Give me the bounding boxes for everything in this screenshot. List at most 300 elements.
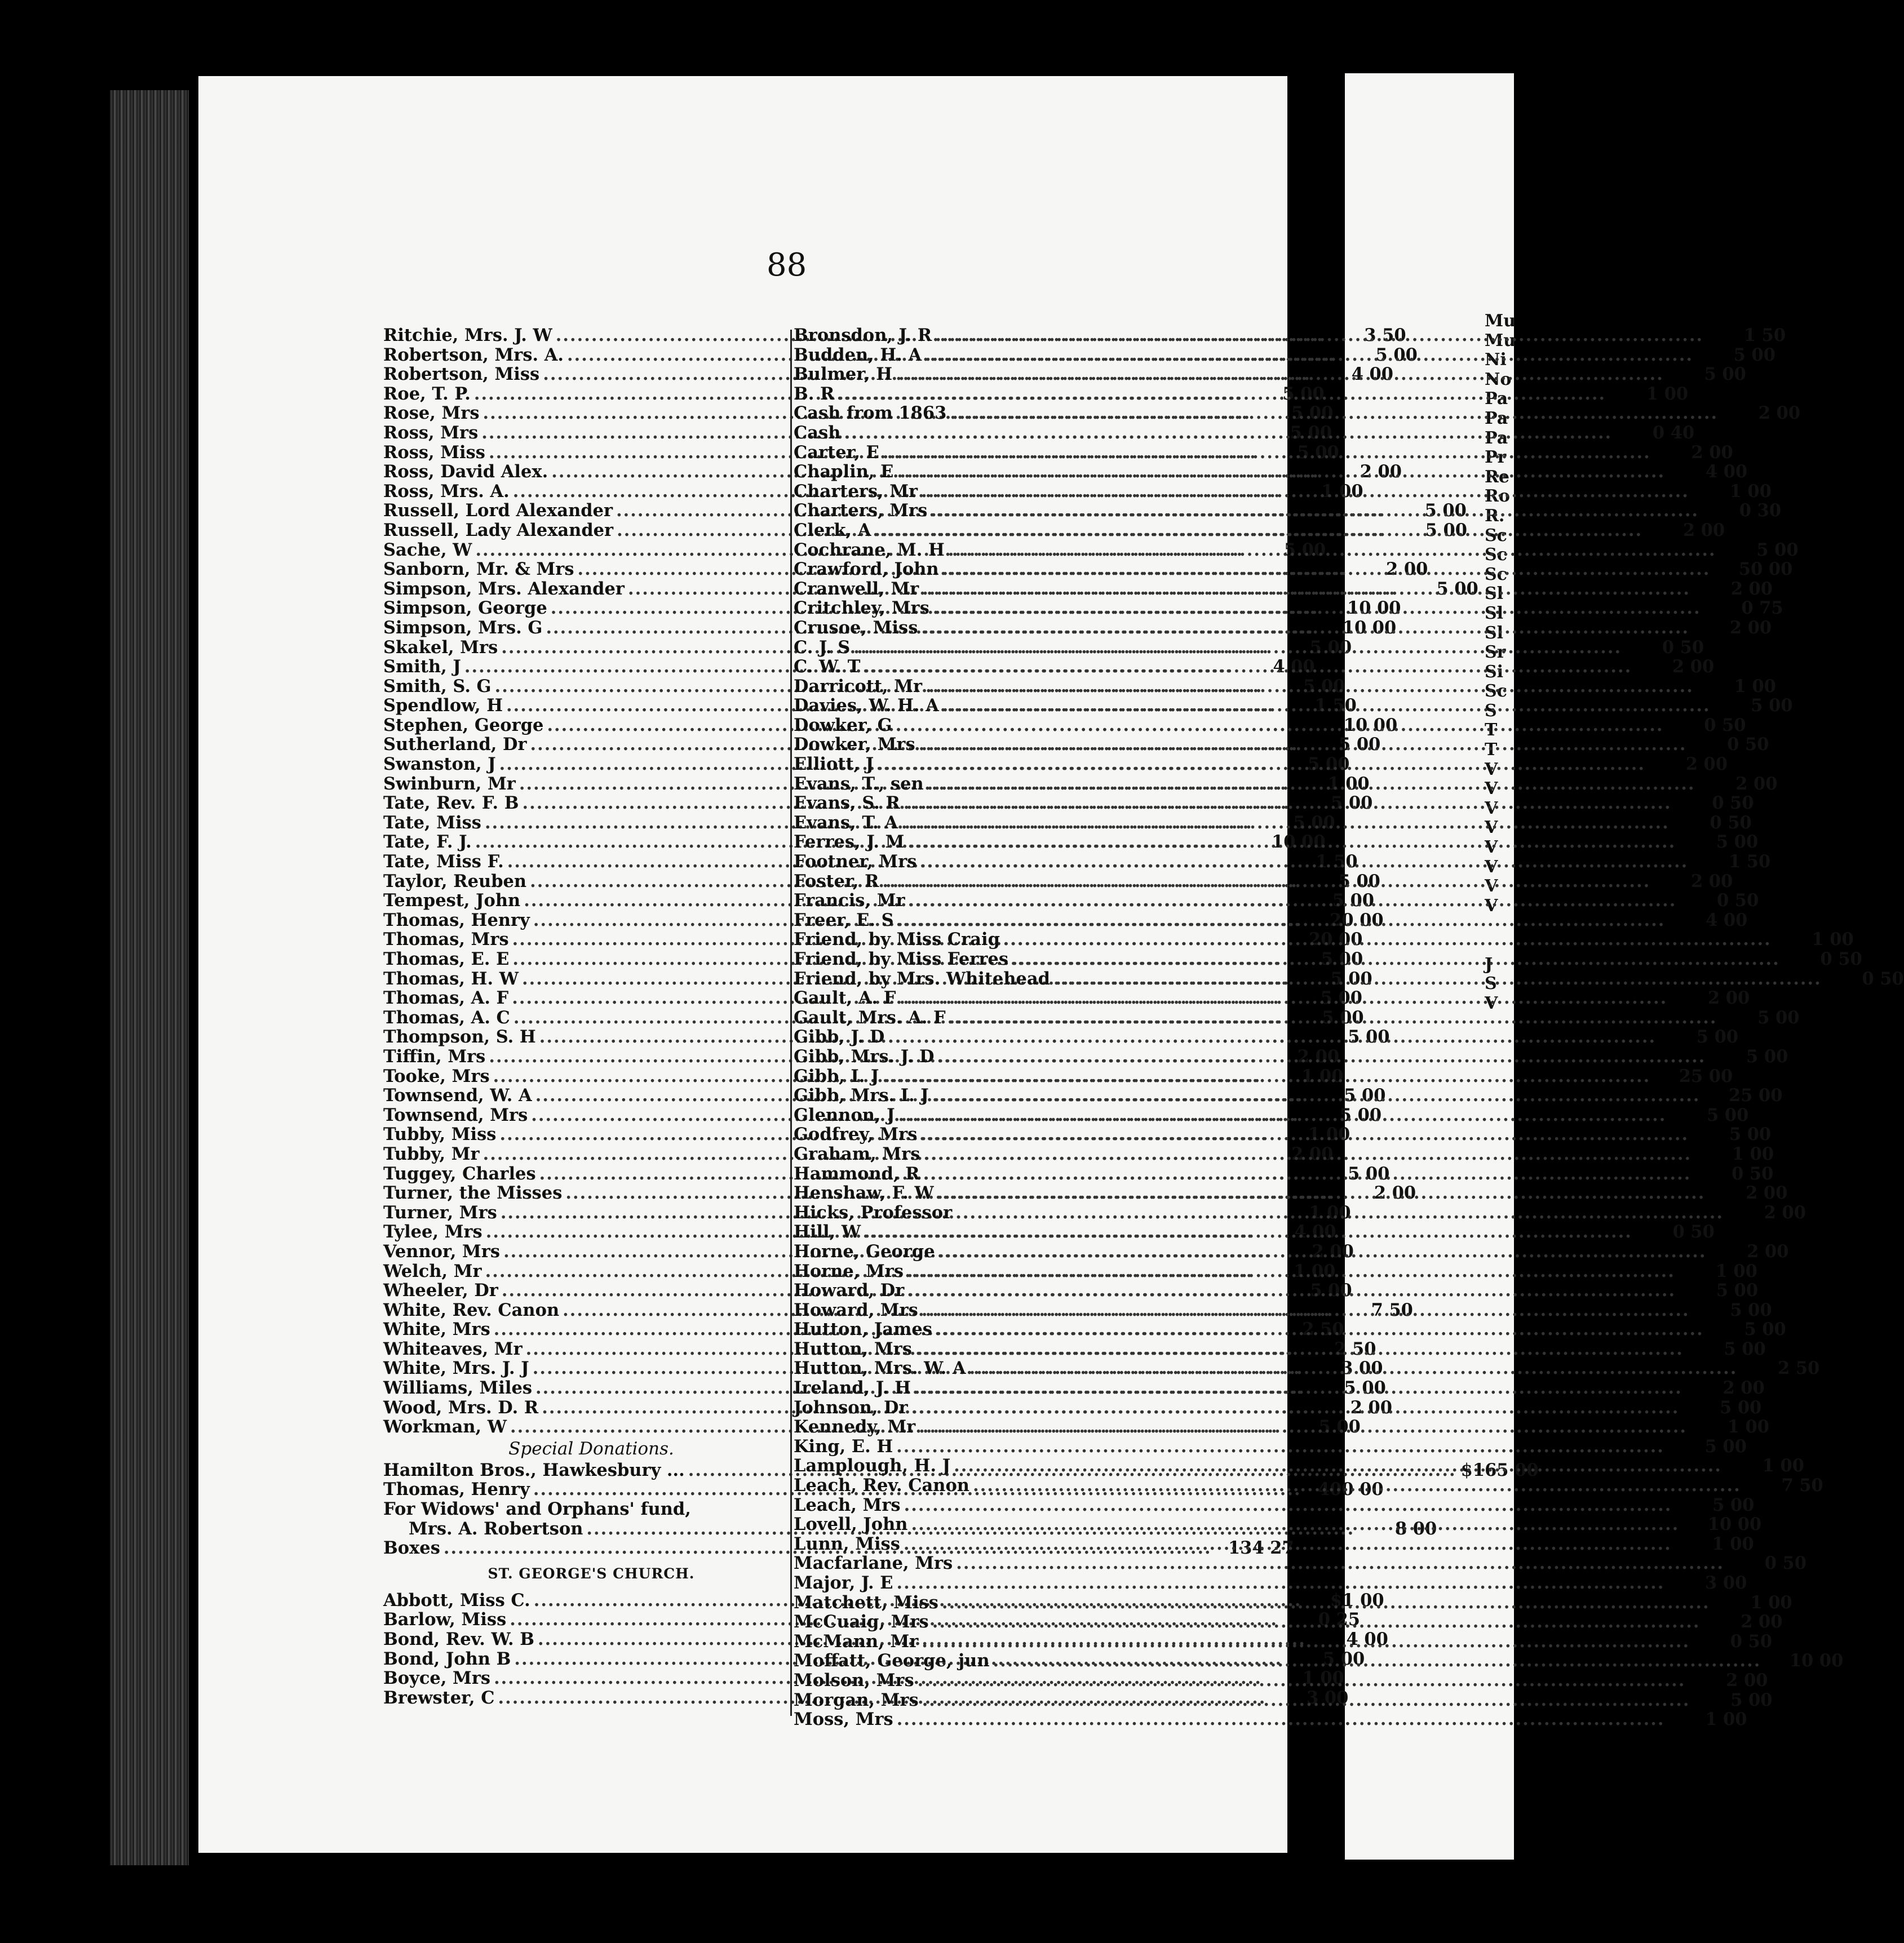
leader-dots [923,1144,1692,1164]
leader-dots [874,520,1642,540]
donor-name: Boxes [383,1538,440,1559]
donor-name: Wheeler, Dr [383,1280,498,1301]
donor-name: Lovell, John [794,1514,908,1535]
donor-name: Roe, T. P. [383,383,471,404]
leader-dots [921,481,1689,502]
donation-amount: 1 00 [1712,1533,1754,1554]
donation-amount: 2 00 [1730,578,1773,599]
donor-name: Critchley, Mrs [794,598,929,619]
leader-dots [864,656,1632,677]
donor-name: Tooke, Mrs [383,1066,490,1086]
leader-dots [969,1358,1738,1378]
donor-name: Macfarlane, Mrs [794,1553,953,1574]
donor-name: Smith, J [383,656,461,677]
adjacent-letter: V [1485,993,1498,1013]
donor-name: Carter, E [794,442,879,463]
donation-amount: 1 50 [1728,851,1771,872]
donor-row [794,1494,1755,1515]
leader-dots [920,1124,1689,1144]
donor-name: Ferres, J. M [794,832,905,853]
donation-amount: 0 50 [1710,812,1752,833]
donor-name: Cash from 1863 [794,403,947,424]
donation-amount: 2 00 [1350,1397,1392,1418]
donation-amount: 10 00 [1342,617,1397,638]
donor-name: Thomas, E. E [383,949,510,969]
donation-amount: 2 00 [1690,871,1733,891]
donor-name: Budden, H. A [794,344,922,365]
donation-amount: 2 00 [1758,403,1801,424]
donation-amount: 5 00 [1344,1085,1386,1106]
donor-row [794,1261,1757,1281]
adjacent-letter: Pa [1485,389,1508,409]
donation-amount: 5 00 [1293,812,1335,833]
donor-name: Barlow, Miss [383,1609,507,1630]
donor-name: Bond, John B [383,1648,511,1669]
leader-dots [935,325,1703,345]
donation-amount: 2 00 [1764,1202,1806,1223]
leader-dots [882,1066,1650,1086]
leader-dots [864,1222,1632,1242]
donation-amount: 5 00 [1751,695,1793,716]
donation-amount: 5 00 [1712,1494,1755,1515]
leader-dots [915,1339,1684,1359]
donation-amount: 2 00 [1707,988,1750,1009]
leader-dots [882,871,1650,891]
donor-name: Swanston, J [383,754,496,775]
leader-dots [932,1612,1701,1632]
donor-name: Johnson, Dr [794,1397,908,1418]
donor-name: Tate, F. J. [383,832,472,853]
donation-amount: 1 00 [1732,1143,1774,1164]
donor-name: Bronsdon, J. R [794,325,932,345]
donor-name: Friend, by Miss Ferres [794,949,1008,969]
adjacent-letter: S [1485,700,1497,721]
donor-name: Hicks, Professor [794,1202,953,1223]
donation-amount: 4 00 [1273,656,1315,677]
donor-name: Skakel, Mrs [383,637,498,658]
donor-name: Ross, Mrs. A. [383,481,510,502]
donation-amount: 0 25 [1318,1609,1361,1630]
donation-amount: 5 00 [1707,1104,1749,1125]
donor-name: Hamilton Bros., Hawkesbury ... [383,1460,685,1480]
donor-row [794,1007,1800,1028]
adjacent-letter: V [1485,857,1498,877]
donor-name: Francis, Mr [794,890,905,911]
adjacent-letter: Sl [1485,603,1504,623]
leader-dots [922,579,1690,599]
leader-dots [949,1008,1717,1028]
donation-amount: 0 50 [1862,968,1904,989]
donor-name: Ritchie, Mrs. J. W [383,325,552,345]
donation-amount: 5 00 [1348,1027,1390,1048]
donor-name: Kennedy, Mr [794,1417,916,1438]
donor-name: C. J. S [794,637,851,658]
donor-name: Turner, the Misses [383,1183,563,1204]
donor-name: Bulmer, H [794,364,893,385]
donation-amount: 10 00 [1272,832,1326,853]
donor-name: Tate, Rev. F. B [383,793,519,814]
donor-row [383,1499,799,1519]
donation-amount: 2 00 [1729,617,1772,638]
donation-amount: 2 00 [1312,1241,1354,1262]
donor-name: Ireland, J. H [794,1378,911,1399]
adjacent-letter: Sl [1485,623,1504,643]
donation-amount: 5 00 [1322,1007,1364,1028]
leader-dots [899,988,1667,1008]
leader-dots [933,598,1701,618]
donation-amount: 5 00 [1733,344,1775,365]
book-spine [110,90,189,1865]
donation-amount: 0 50 [1730,1631,1773,1652]
leader-dots [897,1573,1665,1593]
donor-name: Darricott, Mr [794,676,923,697]
donation-amount: 1 00 [1812,929,1854,950]
donation-amount: 0 50 [1820,949,1862,969]
donation-amount: 5 00 [1716,832,1759,853]
adjacent-letter: Sc [1485,564,1507,584]
donor-name: Freer, E. S [794,910,894,930]
donor-name: Spendlow, H [383,695,503,716]
donor-name: Gault, A. F [794,988,896,1009]
adjacent-letter: V [1485,837,1498,858]
adjacent-letter: V [1485,759,1498,779]
leader-dots [911,1398,1680,1418]
adjacent-letter: Sc [1485,525,1507,545]
donation-amount: 1 00 [1750,1592,1792,1613]
donation-amount: 5 00 [1729,1124,1772,1145]
donation-amount: 5 00 [1724,1338,1766,1359]
donor-name: Clerk, A [794,520,871,540]
donor-name: Charters, Mrs [794,500,928,521]
donation-amount: 1 00 [1301,1066,1344,1086]
donation-amount: 1 00 [1327,773,1370,794]
leader-dots [931,500,1699,521]
leader-dots [927,774,1695,794]
leader-dots [993,1648,1761,1671]
adjacent-letter: V [1485,798,1498,818]
leader-dots [896,364,1664,384]
donation-amount: 2 00 [1741,1612,1783,1633]
adjacent-letter: Re [1485,467,1510,487]
leader-dots [877,754,1645,774]
donation-amount: 5 00 [1322,1648,1365,1669]
donation-amount: 2 50 [1334,1338,1376,1359]
donation-amount: 10 00 [1789,1651,1844,1671]
donor-name: King, E. H [794,1436,893,1457]
adjacent-letter: Si [1485,662,1504,682]
leader-dots [922,1631,1690,1652]
leader-dots [911,1514,1679,1534]
donor-row [794,1709,1747,1730]
donation-amount: 2 00 [1726,1670,1768,1691]
donor-name: Davies, W. H. A [794,695,939,716]
adjacent-letter: V [1485,876,1498,897]
donation-amount: 0 75 [1741,598,1783,619]
donor-name: Turner, Mrs [383,1202,497,1223]
adjacent-letter: No [1485,369,1512,389]
donor-name: Friend, by Miss Craig [794,929,1000,950]
donation-amount: 0 50 [1712,793,1754,814]
leader-dots [973,1475,1741,1496]
leader-dots [901,813,1670,833]
donor-name: Williams, Miles [383,1378,533,1399]
donation-amount: 5 00 [1757,1007,1800,1028]
donation-amount: 5 00 [1436,578,1478,599]
donor-name: McMann, Mr [794,1631,919,1652]
donor-name: Welch, Mr [383,1261,482,1281]
donation-amount: 5 00 [1282,383,1325,404]
donor-name: Horne, George [794,1241,935,1262]
donation-amount: 4 00 [1705,462,1748,482]
leader-dots [896,715,1664,735]
donation-amount: 5 00 [1348,1163,1390,1184]
donation-amount: 5 00 [1746,1046,1788,1067]
donation-amount: 4 00 [1294,1222,1336,1243]
donor-name: Gibb, I. J [794,1066,879,1086]
donation-amount: 0 50 [1662,637,1704,658]
donor-name: Cash [794,422,841,443]
leader-dots [922,1687,1690,1710]
donor-name: Simpson, George [383,598,547,619]
leader-dots [921,618,1689,638]
donor-name: Friend, by Mrs. Whitehead [794,968,1050,989]
donation-amount: 4 00 [1351,364,1393,385]
leader-dots [907,1261,1675,1281]
leader-dots [919,734,1687,755]
leader-dots [932,1085,1701,1106]
donation-amount: 5 00 [1344,1378,1386,1399]
donation-amount: 1 00 [1321,481,1363,502]
leader-dots [948,540,1716,560]
donor-name: Ross, Miss [383,442,485,463]
leader-dots [1003,929,1772,950]
adjacent-letter: Sr [1485,642,1506,663]
donor-name: Workman, W [383,1417,507,1438]
donor-name: B. R [794,383,835,404]
donor-name: Moffatt, George, jun [794,1651,990,1671]
donor-name: Glennon, J [794,1104,895,1125]
donor-name: Chaplin, E [794,462,894,482]
donation-amount: 1 50 [1316,851,1358,872]
donor-name: Moss, Mrs [794,1709,893,1730]
donation-amount: 5 00 [1320,988,1363,1009]
donor-name: Gibb, Mrs. I. J [794,1085,929,1106]
donation-amount: 3 50 [1364,325,1406,345]
donor-name: Robertson, Mrs. A. [383,344,564,365]
donor-name: Thomas, Henry [383,1479,530,1500]
adjacent-letter: Pa [1485,408,1508,428]
donor-name: Horne, Mrs [794,1261,904,1281]
leader-dots [907,1280,1676,1301]
donor-name: Howard, Mrs [794,1299,918,1320]
donation-amount: 5 00 [1375,344,1418,365]
donor-name: Hammond, R [794,1163,920,1184]
donor-row [794,1592,1792,1613]
donor-name: Tubby, Miss [383,1124,497,1145]
leader-dots [904,1495,1672,1515]
donor-name: Leach, Mrs [794,1494,901,1515]
leader-dots [883,442,1651,463]
donor-name: Tuggey, Charles [383,1163,536,1184]
leader-dots [942,1592,1710,1613]
donor-name: Elliott, J [794,754,874,775]
donor-row [794,851,1771,872]
donation-amount: 0 50 [1717,890,1759,911]
donation-amount: 1 00 [1308,1124,1350,1145]
donor-name: Footner, Mrs [794,851,917,872]
donation-amount: 1 00 [1729,481,1772,502]
donor-name: Townsend, Mrs [383,1104,528,1125]
donation-amount: 2 00 [1672,656,1715,677]
leader-dots [942,695,1711,716]
leader-dots [919,1417,1687,1437]
donor-name: Hutton, James [794,1319,932,1340]
donor-row [794,1436,1747,1457]
donor-name: Sutherland, Dr [383,734,527,755]
donation-amount: 3 00 [1705,1573,1747,1593]
donation-amount: 1 00 [1705,1709,1747,1730]
donation-amount: 5 00 [1321,949,1363,969]
donation-amount: 5 00 [1339,734,1381,755]
donor-row [794,1085,1783,1106]
donation-amount: 2 00 [1297,1046,1340,1067]
donation-amount: 7 50 [1371,1299,1413,1320]
leader-dots [907,832,1676,852]
donation-amount: 1 00 [1294,1261,1336,1281]
donation-amount: 2 00 [1386,559,1428,580]
donation-amount: 5 00 [1704,1436,1747,1457]
donor-name: Crusoe, Miss [794,617,918,638]
donor-name: Russell, Lord Alexander [383,500,613,521]
adjacent-letter: Sc [1485,545,1507,565]
donor-name: Thomas, Mrs [383,929,509,950]
donation-amount: 5 00 [1331,793,1373,814]
donor-name: Abbott, Miss C. [383,1590,530,1611]
donation-amount: 2 00 [1291,1143,1334,1164]
donor-name: McCuaig, Mrs [794,1612,929,1633]
donor-row [794,1241,1789,1262]
leader-dots [914,1378,1682,1398]
donor-name: Hutton, Mrs [794,1338,912,1359]
donation-amount: 1 50 [1314,695,1357,716]
donor-name: Morgan, Mrs [794,1689,919,1710]
leader-dots [925,345,1693,365]
donor-name: Russell, Lady Alexander [383,520,614,540]
donor-name: Lunn, Miss [794,1533,900,1554]
donor-name: Gibb, J. D [794,1027,885,1048]
leader-dots [950,403,1718,423]
donor-name: Mrs. A. Robertson [409,1518,583,1539]
donor-name: Henshaw, F. W [794,1183,934,1204]
donation-amount: 5 00 [1297,442,1339,463]
special-donations-heading: Special Donations. [508,1438,674,1459]
donation-amount: 10 00 [1707,1514,1762,1535]
donation-amount: 2 00 [1747,1241,1789,1262]
donation-amount: $1 00 [1330,1590,1384,1611]
donation-amount: 134 27 [1228,1538,1294,1559]
adjacent-letter: T [1485,720,1498,740]
adjacent-letter: Sl [1485,584,1504,604]
donation-amount: 1 00 [1646,383,1689,404]
donor-name: Cochrane, M. H [794,539,945,560]
donor-name: Crawford, John [794,559,939,580]
donation-amount: 2 00 [1682,520,1725,540]
page-number: 88 [767,247,807,283]
adjacent-letter: J [1485,954,1493,974]
donor-name: Vennor, Mrs [383,1241,501,1262]
donation-amount: 0 50 [1727,734,1769,755]
donation-amount: 5 00 [1330,968,1372,989]
donation-amount: 0 50 [1704,715,1746,735]
donor-name: Thomas, Henry [383,910,530,930]
donor-name: Thomas, A. C [383,1007,510,1028]
donor-name: Thomas, H. W [383,968,519,989]
donation-amount: 10 00 [1347,598,1401,619]
leader-dots [918,1670,1686,1691]
donor-row [794,1104,1749,1125]
adjacent-letter: Ni [1485,350,1507,370]
adjacent-letter: Mu [1485,311,1516,331]
donor-row [794,1553,1807,1574]
donation-amount: 5 00 [1425,520,1467,540]
donation-amount: 5 00 [1730,1689,1773,1710]
donor-name: For Widows' and Orphans' fund, [383,1499,691,1520]
donor-name: Howard, Dr [794,1280,905,1301]
leader-dots [888,1027,1656,1047]
donation-amount: 20 00 [1308,929,1363,950]
donation-amount: 5 00 [1696,1027,1739,1048]
donation-amount: 5 00 [1756,539,1799,560]
adjacent-letter: Pr [1485,447,1507,468]
donor-name: White, Mrs [383,1319,490,1340]
donation-amount: 1 00 [1309,1202,1351,1223]
donation-amount: 5 00 [1730,1299,1772,1320]
donor-name: Leach, Rev. Canon [794,1475,969,1496]
donor-name: White, Mrs. J. J [383,1358,529,1379]
donation-amount: 0 30 [1739,500,1782,521]
donor-name: Hill, W [794,1222,861,1243]
donation-amount: 50 00 [1738,559,1793,580]
donor-name: Cranwell, Mr [794,578,919,599]
donation-amount: 20 00 [1330,910,1384,930]
donation-amount: 0 50 [1672,1222,1715,1243]
leader-dots [954,1456,1722,1476]
donor-name: Taylor, Reuben [383,871,527,891]
donation-amount: 1 00 [1734,676,1776,697]
donation-amount: 8 00 [1394,1518,1437,1539]
donor-name: Ross, David Alex. [383,462,548,482]
donation-amount: 5 00 [1310,1280,1352,1301]
donation-amount: 2 50 [1778,1358,1820,1379]
donor-name: Dowker, Mrs [794,734,915,755]
donor-name: Sache, W [383,539,472,560]
donor-name: Evans, S. R [794,793,900,814]
donation-amount: 0 50 [1764,1553,1807,1574]
leader-dots [942,559,1711,579]
donation-amount: 2 00 [1723,1378,1765,1399]
donation-amount: 4 00 [1346,1629,1388,1649]
donation-amount: 3 00 [1307,1687,1349,1708]
column-divider [790,330,792,1716]
donation-amount: 10 00 [1343,715,1398,735]
donation-amount: 5 00 [1283,539,1326,560]
donor-row [794,1280,1759,1301]
donor-name: Whiteaves, Mr [383,1338,523,1359]
donor-name: Evans, T. A [794,812,898,833]
donor-name: Simpson, Mrs. Alexander [383,578,625,599]
donor-name: Gibb, Mrs. J. D [794,1046,935,1067]
adjacent-letter: Ro [1485,486,1510,507]
